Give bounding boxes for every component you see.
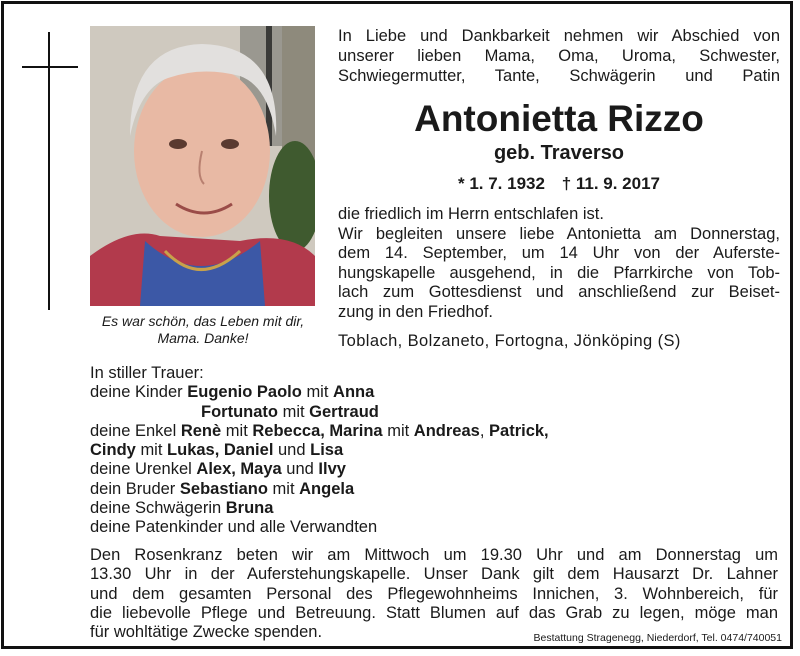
announcement-line: lach zum Gottesdienst und anschließend zur Beiset- [338,283,780,301]
child-name: Fortunato [201,402,278,421]
partner-name: Anna [333,383,375,402]
closing-line: und dem gesamten Personal des Pflegewohnheims Innichen, 3. Wohnbereich, für [90,584,778,603]
announcement-line: die friedlich im Herrn entschlafen ist. [338,205,604,223]
child-name: Eugenio Paolo [187,383,302,402]
grandchildren-prefix: deine Enkel [90,421,177,440]
with-word: mit [272,479,295,498]
intro-text [338,26,780,86]
partner-name: Andreas [413,421,480,440]
great-grandchild-name: Ilvy [318,460,346,479]
grandchild-name: Cindy [90,441,136,460]
birth-date: * 1. 7. 1932 [457,174,545,193]
cross-icon [48,32,50,310]
announcement-line: zung in den Friedhof. [338,302,494,321]
partner-name: Angela [299,479,355,498]
cross-bar [22,66,78,68]
life-dates [338,174,780,194]
and-word: und [286,460,314,479]
with-word: mit [225,421,248,440]
closing-line: 13.30 Uhr in der Auferstehungskapelle. Unser Dank gilt dem Hausarzt Dr. Lahner [90,565,778,584]
announcement-line: dem 14. September, um 14 Uhr von der Auferste- [338,244,780,262]
partner-name: Rebecca, Marina [252,421,383,440]
intro-line: Schwiegermutter, Tante, Schwägerin und Patin [338,67,780,85]
brother-name: Sebastiano [179,479,268,498]
sister-in-law-name: Bruna [225,499,274,518]
great-grandchild-name: Alex, Maya [196,460,282,479]
portrait-illustration [90,26,315,306]
grandchildren-row [90,422,780,441]
with-word: mit [306,383,329,402]
brother-prefix: dein Bruder [90,479,176,498]
announcement-text [338,205,780,322]
closing-line: Den Rosenkranz beten wir am Mittwoch um 19.30 Uhr und am Donnerstag um [90,546,778,564]
grandchild-name: Renè [180,421,222,440]
and-word: und [278,441,306,460]
mourners-list [90,364,780,538]
intro-line: In Liebe und Dankbarkeit nehmen wir Abschied von [338,27,780,45]
great-prefix: deine Urenkel [90,460,192,479]
brother-row [90,480,780,499]
grandchildren-row [90,441,780,460]
closing-text [90,546,778,642]
intro-line: unserer lieben Mama, Oma, Uroma, Schwester, [338,47,780,65]
announcement-line: hungskapelle ausgehend, in die Pfarrkirche von Tob- [338,263,780,282]
with-word: mit [282,402,305,421]
partner-name: Lukas, Daniel [167,441,274,460]
maiden-name: geb. Traverso [493,142,625,164]
portrait-photo [90,26,315,306]
photo-caption [84,313,322,347]
partner-name: Lisa [310,441,344,460]
caption-line: Es war schön, das Leben mit dir, [101,313,305,329]
children-row [90,383,780,402]
closing-line: die liebevolle Pflege und Betreuung. Statt Blumen auf das Grab zu legen, möge man [90,603,778,622]
deceased-name: Antonietta Rizzo [414,98,704,139]
mourners-heading: In stiller Trauer: [90,364,204,382]
undertaker-contact: Bestattung Stragenegg, Niederdorf, Tel. 0474/740051 [533,632,782,644]
with-word: mit [387,421,410,440]
sister-in-law-row [90,499,780,518]
comma: , [479,421,485,440]
godchildren-row: deine Patenkinder und alle Verwandten [90,518,378,537]
caption-line: Mama. Danke! [157,330,249,346]
grandchild-name: Patrick, [489,421,549,440]
death-date: † 11. 9. 2017 [561,174,661,193]
great-grandchildren-row [90,460,780,479]
children-row [90,403,780,422]
with-word: mit [140,441,163,460]
places: Toblach, Bolzaneto, Fortogna, Jönköping (S) [338,332,681,350]
partner-name: Gertraud [309,402,379,421]
sister-in-law-prefix: deine Schwägerin [90,499,222,518]
announcement-line: Wir begleiten unsere liebe Antonietta am Donnerstag, [338,224,780,243]
children-prefix: deine Kinder [90,383,183,402]
closing-line: für wohltätige Zwecke spenden. [90,623,323,642]
